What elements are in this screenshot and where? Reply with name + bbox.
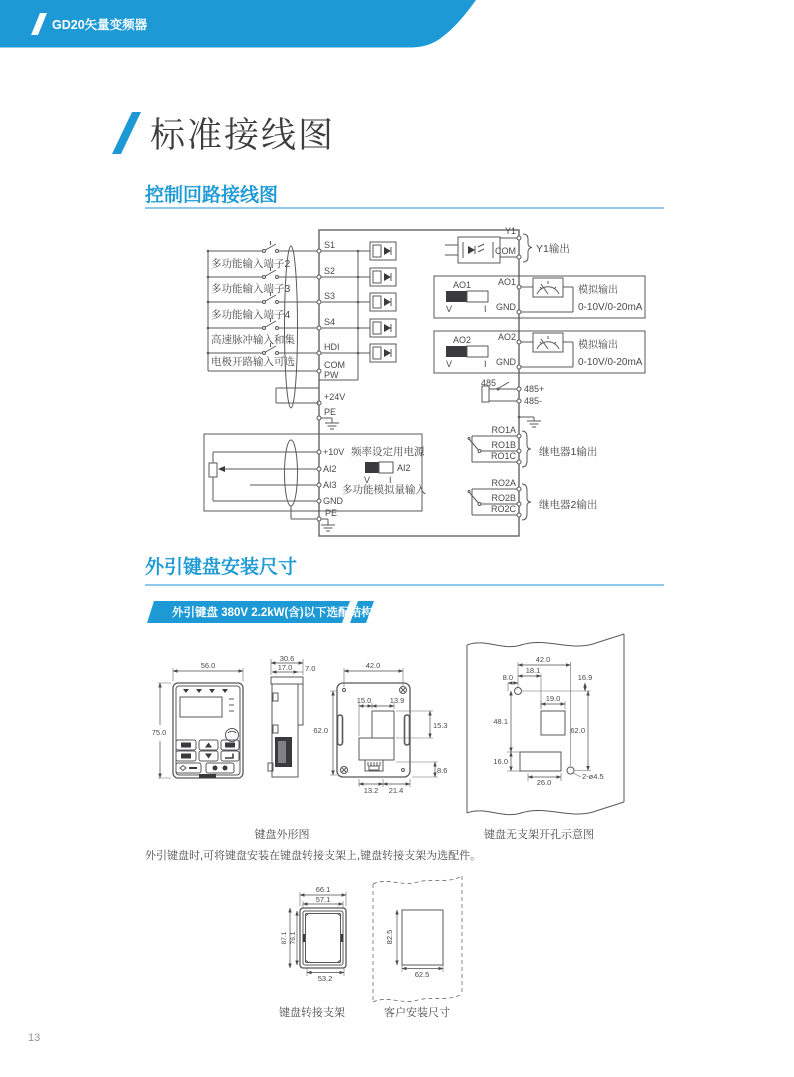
- dim-cutout-e: 48.1: [493, 717, 508, 726]
- screw-icon: [400, 687, 407, 694]
- ai2-selector-switch: [364, 462, 411, 485]
- y1-optocoupler-icon: [458, 237, 500, 263]
- bracket-note: 外引键盘时,可将键盘安装在键盘转接支架上,键盘转接支架为选配件。: [145, 850, 482, 862]
- analog-input-group: [204, 434, 426, 511]
- meter-icon: [533, 278, 563, 297]
- terminating-resistor-icon: [482, 386, 489, 402]
- relay2-group: [468, 478, 597, 520]
- section-rule: [145, 584, 664, 586]
- y1-output-group: [445, 226, 570, 263]
- dim-boss-width: 13.9: [389, 696, 405, 705]
- bracket-tab: [341, 934, 344, 942]
- ground-symbol: [519, 417, 541, 427]
- terminal-pe2: PE: [325, 508, 338, 518]
- ao1-name: AO1: [452, 280, 472, 290]
- title-slash-icon: [112, 112, 141, 154]
- dim-cutout-f: 62.0: [570, 726, 585, 735]
- screw-icon: [341, 767, 348, 774]
- keypad-side-view: [268, 654, 315, 777]
- dim-back-width: 42.0: [365, 661, 381, 670]
- shift-button-glyph: [225, 743, 235, 748]
- ao2-switch: [446, 346, 467, 357]
- multi-analog-label: 多功能模拟量输入: [342, 484, 426, 496]
- unit-indicators: [229, 699, 234, 711]
- dim-bracket-h2: 76.1: [290, 931, 297, 945]
- caption-bracket: 键盘转接支架: [279, 1007, 345, 1019]
- install-cutout: [402, 910, 443, 965]
- caption-install: 客户安装尺寸: [384, 1007, 450, 1019]
- esc-button-glyph: [181, 754, 191, 759]
- terminal-ro2a: RO2A: [491, 478, 516, 488]
- rs485-switch-label: 485: [480, 378, 496, 388]
- keypad-banner: [145, 598, 385, 626]
- boss-upper: [372, 711, 394, 738]
- terminal-10v: +10V: [323, 447, 345, 457]
- ao1-group: [434, 276, 645, 318]
- stop-button-glyph: [213, 766, 218, 771]
- terminal-y1-com: COM: [495, 246, 516, 256]
- switch-i-label: I: [389, 475, 392, 485]
- enter-button-glyph: [225, 754, 233, 759]
- page-number: 13: [28, 1032, 41, 1044]
- ao2-group: [434, 331, 645, 373]
- dim-cutout-holes: 2-ø4.5: [582, 772, 604, 781]
- left-terminals: [317, 240, 345, 420]
- terminal-ao1-gnd: GND: [496, 302, 516, 312]
- optocoupler-icon: [370, 344, 396, 362]
- terminal-ai3: AI3: [323, 480, 337, 490]
- shielded-cable-upper: [285, 246, 298, 408]
- side-slot: [405, 715, 410, 745]
- input-label-row1: 多功能输入端子2: [211, 258, 291, 270]
- terminal-gnd: GND: [323, 496, 343, 506]
- dim-front-height: 75.0: [151, 728, 167, 737]
- ao1-out-label1: 模拟输出: [578, 285, 618, 296]
- supply-jumper: [276, 388, 319, 403]
- dim-cutout-d: 19.0: [545, 694, 561, 703]
- keypad-front-view: [152, 661, 243, 778]
- dim-bottom-offset: 8.6: [437, 766, 448, 775]
- dim-cutout-a: 18.1: [525, 666, 541, 675]
- bottom-tab: [199, 774, 216, 778]
- input-label-row4: 高速脉冲输入和集: [211, 334, 295, 346]
- rect-cutout: [520, 752, 561, 771]
- ao2-out-label2: 0-10V/0-20mA: [578, 357, 643, 368]
- ai2-switch-label: AI2: [397, 463, 411, 473]
- terminal-hdi: HDI: [324, 342, 340, 352]
- terminal-485p: 485+: [524, 384, 545, 394]
- boss-lower: [359, 738, 394, 760]
- dim-cutout-b: 8.0: [502, 673, 513, 682]
- brace: [523, 234, 532, 262]
- side-slot: [338, 715, 343, 745]
- keypad-display: [180, 697, 222, 717]
- bracket-tab: [303, 934, 306, 942]
- optocoupler-icon: [370, 242, 396, 260]
- led-indicators: [183, 689, 228, 693]
- dim-cutout-h: 26.0: [536, 778, 552, 787]
- header-title: GD20矢量变频器: [52, 18, 148, 32]
- ao2-v: V: [446, 359, 453, 369]
- ao2-out-label1: 模拟输出: [578, 340, 618, 351]
- terminal-ro1a: RO1A: [491, 425, 516, 435]
- header-bar: [0, 0, 500, 50]
- square-cutout: [541, 711, 565, 735]
- ao1-out-label2: 0-10V/0-20mA: [578, 302, 643, 313]
- terminal-pw: PW: [324, 370, 339, 380]
- y1-output-label: Y1输出: [536, 243, 570, 255]
- terminal-ao2-gnd: GND: [496, 357, 516, 367]
- title-slash: [108, 104, 152, 162]
- dim-back-height: 62.0: [313, 726, 328, 735]
- ao1-v: V: [446, 304, 453, 314]
- keypad-section-heading: 外引键盘安装尺寸: [145, 557, 298, 578]
- input-switch-s1: [208, 241, 319, 253]
- optocoupler-icon: [370, 293, 396, 311]
- freq-power-label: 频率设定用电源: [351, 446, 425, 458]
- dim-side-total: 30.6: [279, 654, 295, 663]
- input-label-row2: 多功能输入端子3: [211, 283, 291, 295]
- dim-bracket-w2: 57.1: [315, 895, 331, 904]
- ao1-switch: [446, 291, 467, 302]
- wiring-section-heading: 控制回路接线图: [145, 185, 279, 206]
- brace: [522, 431, 531, 467]
- dim-bottom2: 21.4: [388, 786, 404, 795]
- customer-install-view: [373, 876, 462, 1002]
- dim-cutout-c: 16.9: [577, 673, 593, 682]
- terminal-s2: S2: [324, 266, 336, 276]
- rs485-group: [481, 378, 544, 427]
- caption-cutout: 键盘无支架开孔示意图: [484, 829, 594, 841]
- digital-input-ladder: [207, 241, 319, 371]
- up-button-glyph: [205, 743, 212, 748]
- dim-bottom1: 13.2: [363, 786, 379, 795]
- control-circuit-wiring-diagram: [145, 225, 665, 545]
- ground-symbol: [321, 519, 335, 531]
- dim-boss-height: 15.3: [433, 721, 448, 730]
- dim-bracket-w3: 53.2: [317, 974, 333, 983]
- keypad-buttons: [176, 740, 239, 773]
- dim-cutout-g: 16.0: [493, 757, 508, 766]
- terminal-ro2c: RO2C: [490, 504, 516, 514]
- terminal-com: COM: [324, 360, 345, 370]
- potentiometer-icon: [209, 463, 217, 477]
- terminal-485n: 485-: [524, 396, 543, 406]
- dim-install-w: 62.5: [414, 970, 430, 979]
- relay1-label: 继电器1输出: [539, 446, 598, 458]
- terminal-ro1c: RO1C: [490, 451, 516, 461]
- terminal-ai2: AI2: [323, 464, 337, 474]
- input-label-row3: 多功能输入端子4: [211, 309, 291, 321]
- terminal-s1: S1: [324, 240, 336, 250]
- dim-side-tab: 7.0: [305, 664, 316, 673]
- mounting-hole: [515, 688, 522, 695]
- terminal-y1: Y1: [504, 226, 516, 236]
- bracket-drawings: [250, 872, 550, 1012]
- terminal-s3: S3: [324, 291, 336, 301]
- dim-install-h: 82.5: [385, 929, 394, 945]
- dim-bracket-h1: 87.1: [281, 931, 288, 945]
- relay1-group: [468, 425, 597, 467]
- terminal-ro2b: RO2B: [491, 493, 516, 503]
- rj45-connector: [365, 760, 383, 771]
- caption-keypad-outline: 键盘外形图: [254, 829, 310, 841]
- ao2-name: AO2: [452, 335, 472, 345]
- meter-icon: [533, 333, 563, 352]
- brace: [522, 484, 531, 520]
- keypad-dimension-drawings: [145, 635, 665, 820]
- prg-button-glyph: [181, 743, 191, 748]
- page-title: 标准接线图: [150, 116, 336, 155]
- ground-symbol: [321, 418, 339, 429]
- dim-boss-left: 15.0: [356, 696, 372, 705]
- dim-cutout-w: 42.0: [535, 655, 551, 664]
- dim-side-body: 17.0: [277, 663, 293, 672]
- dim-bracket-w1: 66.1: [315, 885, 331, 894]
- terminal-ro1b: RO1B: [491, 440, 516, 450]
- optocoupler-icon: [370, 268, 396, 286]
- optocoupler-icon: [370, 319, 396, 337]
- ao2-i: I: [484, 359, 487, 369]
- terminal-ao1: AO1: [497, 277, 516, 287]
- adapter-bracket-view: [281, 885, 346, 983]
- section-rule: [145, 207, 664, 209]
- terminal-pe: PE: [324, 407, 337, 417]
- panel-cutout-view: [467, 634, 624, 815]
- keypad-back-view: [313, 661, 447, 795]
- run-button-glyph: [180, 766, 186, 771]
- switch-v-label: V: [364, 475, 371, 485]
- input-label-row5: 电极开路输入可选: [211, 356, 295, 368]
- shielded-cable-lower: [285, 440, 298, 506]
- terminal-ao2: AO2: [497, 332, 516, 342]
- ao1-i: I: [484, 304, 487, 314]
- down-button-glyph: [205, 754, 212, 759]
- terminal-24v: +24V: [324, 392, 346, 402]
- mounting-hole: [567, 767, 574, 774]
- wiper-arrow-icon: [218, 466, 225, 472]
- dim-front-width: 56.0: [200, 661, 216, 670]
- stop-button-glyph2: [223, 766, 228, 771]
- banner-label: 外引键盘 380V 2.2kW(含)以下选配结构图: [172, 607, 385, 619]
- relay2-label: 继电器2输出: [539, 499, 598, 511]
- bottom-pe: [291, 506, 337, 531]
- terminal-s4: S4: [324, 317, 336, 327]
